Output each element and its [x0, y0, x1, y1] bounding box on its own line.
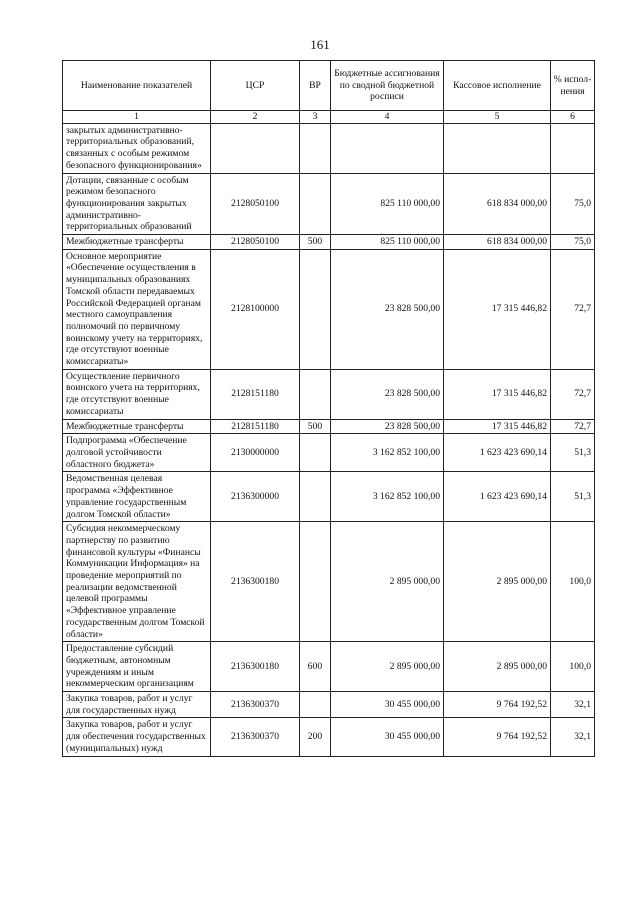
- table-row: [63, 173, 595, 235]
- row-percent: 51,3: [551, 434, 595, 472]
- header-vr: ВР: [300, 61, 331, 111]
- row-csr: 2130000000: [211, 434, 300, 472]
- row-vr: 200: [300, 718, 331, 756]
- row-assigned: 23 828 500,00: [331, 369, 444, 419]
- row-vr: [300, 369, 331, 419]
- header-csr: ЦСР: [211, 61, 300, 111]
- row-csr: 2136300000: [211, 472, 300, 522]
- row-name: Субсидия некоммерческому партнерству по развитию финансовой культуры «Финансы Коммуникации Информация» на проведение мероприятий по реализации ведомственной целевой программы «Эффективное управление государственным долгом Томской области»: [63, 522, 211, 642]
- column-number: 3: [300, 111, 331, 124]
- row-percent: 100,0: [551, 522, 595, 642]
- row-name: Межбюджетные трансферты: [63, 235, 211, 250]
- row-percent: 51,3: [551, 472, 595, 522]
- row-name: Дотации, связанные с особым режимом безопасного функционирования закрытых административно-территориальных образований: [63, 173, 211, 235]
- table-row: [63, 369, 595, 419]
- row-cash: 17 315 446,82: [444, 419, 551, 434]
- row-assigned: 3 162 852 100,00: [331, 472, 444, 522]
- row-cash: 618 834 000,00: [444, 173, 551, 235]
- row-csr: 2136300180: [211, 522, 300, 642]
- budget-execution-table: [62, 60, 595, 757]
- row-csr: [211, 123, 300, 173]
- column-number: 2: [211, 111, 300, 124]
- row-percent: 32,1: [551, 692, 595, 718]
- column-number: 5: [444, 111, 551, 124]
- row-cash: 1 623 423 690,14: [444, 434, 551, 472]
- row-name: Закупка товаров, работ и услуг для обеспечения государственных (муниципальных) нужд: [63, 718, 211, 756]
- row-csr: 2128151180: [211, 419, 300, 434]
- row-name: Закупка товаров, работ и услуг для государственных нужд: [63, 692, 211, 718]
- row-percent: [551, 123, 595, 173]
- row-percent: 100,0: [551, 642, 595, 692]
- row-percent: 72,7: [551, 249, 595, 369]
- row-assigned: 825 110 000,00: [331, 235, 444, 250]
- column-number: 4: [331, 111, 444, 124]
- header-row: [63, 61, 595, 111]
- row-assigned: [331, 123, 444, 173]
- row-cash: [444, 123, 551, 173]
- row-assigned: 3 162 852 100,00: [331, 434, 444, 472]
- row-csr: 2128151180: [211, 369, 300, 419]
- row-csr: 2136300370: [211, 692, 300, 718]
- row-assigned: 23 828 500,00: [331, 419, 444, 434]
- row-vr: [300, 692, 331, 718]
- row-cash: 9 764 192,52: [444, 692, 551, 718]
- row-cash: 17 315 446,82: [444, 369, 551, 419]
- row-vr: 600: [300, 642, 331, 692]
- row-assigned: 30 455 000,00: [331, 718, 444, 756]
- header-name: Наименование показателей: [63, 61, 211, 111]
- table-row: [63, 718, 595, 756]
- row-vr: [300, 173, 331, 235]
- row-percent: 72,7: [551, 369, 595, 419]
- row-percent: 72,7: [551, 419, 595, 434]
- row-name: Ведомственная целевая программа «Эффективное управление государственным долгом Томской области»: [63, 472, 211, 522]
- row-vr: 500: [300, 419, 331, 434]
- table-row: [63, 472, 595, 522]
- row-name: Основное мероприятие «Обеспечение осуществления в муниципальных образованиях Томской области передаваемых Российской Федерацией органам местного самоуправления полномочий по первичному воинскому учету на территориях, где отсутствуют военные комиссариаты»: [63, 249, 211, 369]
- row-percent: 32,1: [551, 718, 595, 756]
- page-number: 161: [310, 37, 330, 52]
- table-row: [63, 235, 595, 250]
- row-vr: [300, 249, 331, 369]
- row-assigned: 2 895 000,00: [331, 642, 444, 692]
- row-assigned: 23 828 500,00: [331, 249, 444, 369]
- row-csr: 2128100000: [211, 249, 300, 369]
- row-name: Осуществление первичного воинского учета на территориях, где отсутствуют военные комиссариаты: [63, 369, 211, 419]
- row-cash: 9 764 192,52: [444, 718, 551, 756]
- row-vr: [300, 123, 331, 173]
- row-vr: 500: [300, 235, 331, 250]
- row-csr: 2128050100: [211, 173, 300, 235]
- row-assigned: 30 455 000,00: [331, 692, 444, 718]
- table-row: [63, 434, 595, 472]
- row-csr: 2128050100: [211, 235, 300, 250]
- row-csr: 2136300370: [211, 718, 300, 756]
- table-row: [63, 123, 595, 173]
- column-number: 1: [63, 111, 211, 124]
- row-vr: [300, 522, 331, 642]
- header-percent: % испол-нения: [551, 61, 595, 111]
- table-row: [63, 249, 595, 369]
- header-cash: Кассовое исполнение: [444, 61, 551, 111]
- row-name: закрытых административно-территориальных образований, связанных с особым режимом безопасного функционирования»: [63, 123, 211, 173]
- row-percent: 75,0: [551, 173, 595, 235]
- row-name: Предоставление субсидий бюджетным, автономным учреждениям и иным некоммерческим организациям: [63, 642, 211, 692]
- row-cash: 1 623 423 690,14: [444, 472, 551, 522]
- table-row: [63, 692, 595, 718]
- row-name: Подпрограмма «Обеспечение долговой устойчивости областного бюджета»: [63, 434, 211, 472]
- row-cash: 2 895 000,00: [444, 642, 551, 692]
- table-row: [63, 642, 595, 692]
- row-vr: [300, 434, 331, 472]
- row-assigned: 2 895 000,00: [331, 522, 444, 642]
- row-vr: [300, 472, 331, 522]
- row-percent: 75,0: [551, 235, 595, 250]
- row-cash: 17 315 446,82: [444, 249, 551, 369]
- row-cash: 2 895 000,00: [444, 522, 551, 642]
- column-number-row: [63, 111, 595, 124]
- table-row: [63, 419, 595, 434]
- row-cash: 618 834 000,00: [444, 235, 551, 250]
- row-csr: 2136300180: [211, 642, 300, 692]
- row-name: Межбюджетные трансферты: [63, 419, 211, 434]
- row-assigned: 825 110 000,00: [331, 173, 444, 235]
- column-number: 6: [551, 111, 595, 124]
- table-row: [63, 522, 595, 642]
- header-assignments: Бюджетные ассигнования по сводной бюджетной росписи: [331, 61, 444, 111]
